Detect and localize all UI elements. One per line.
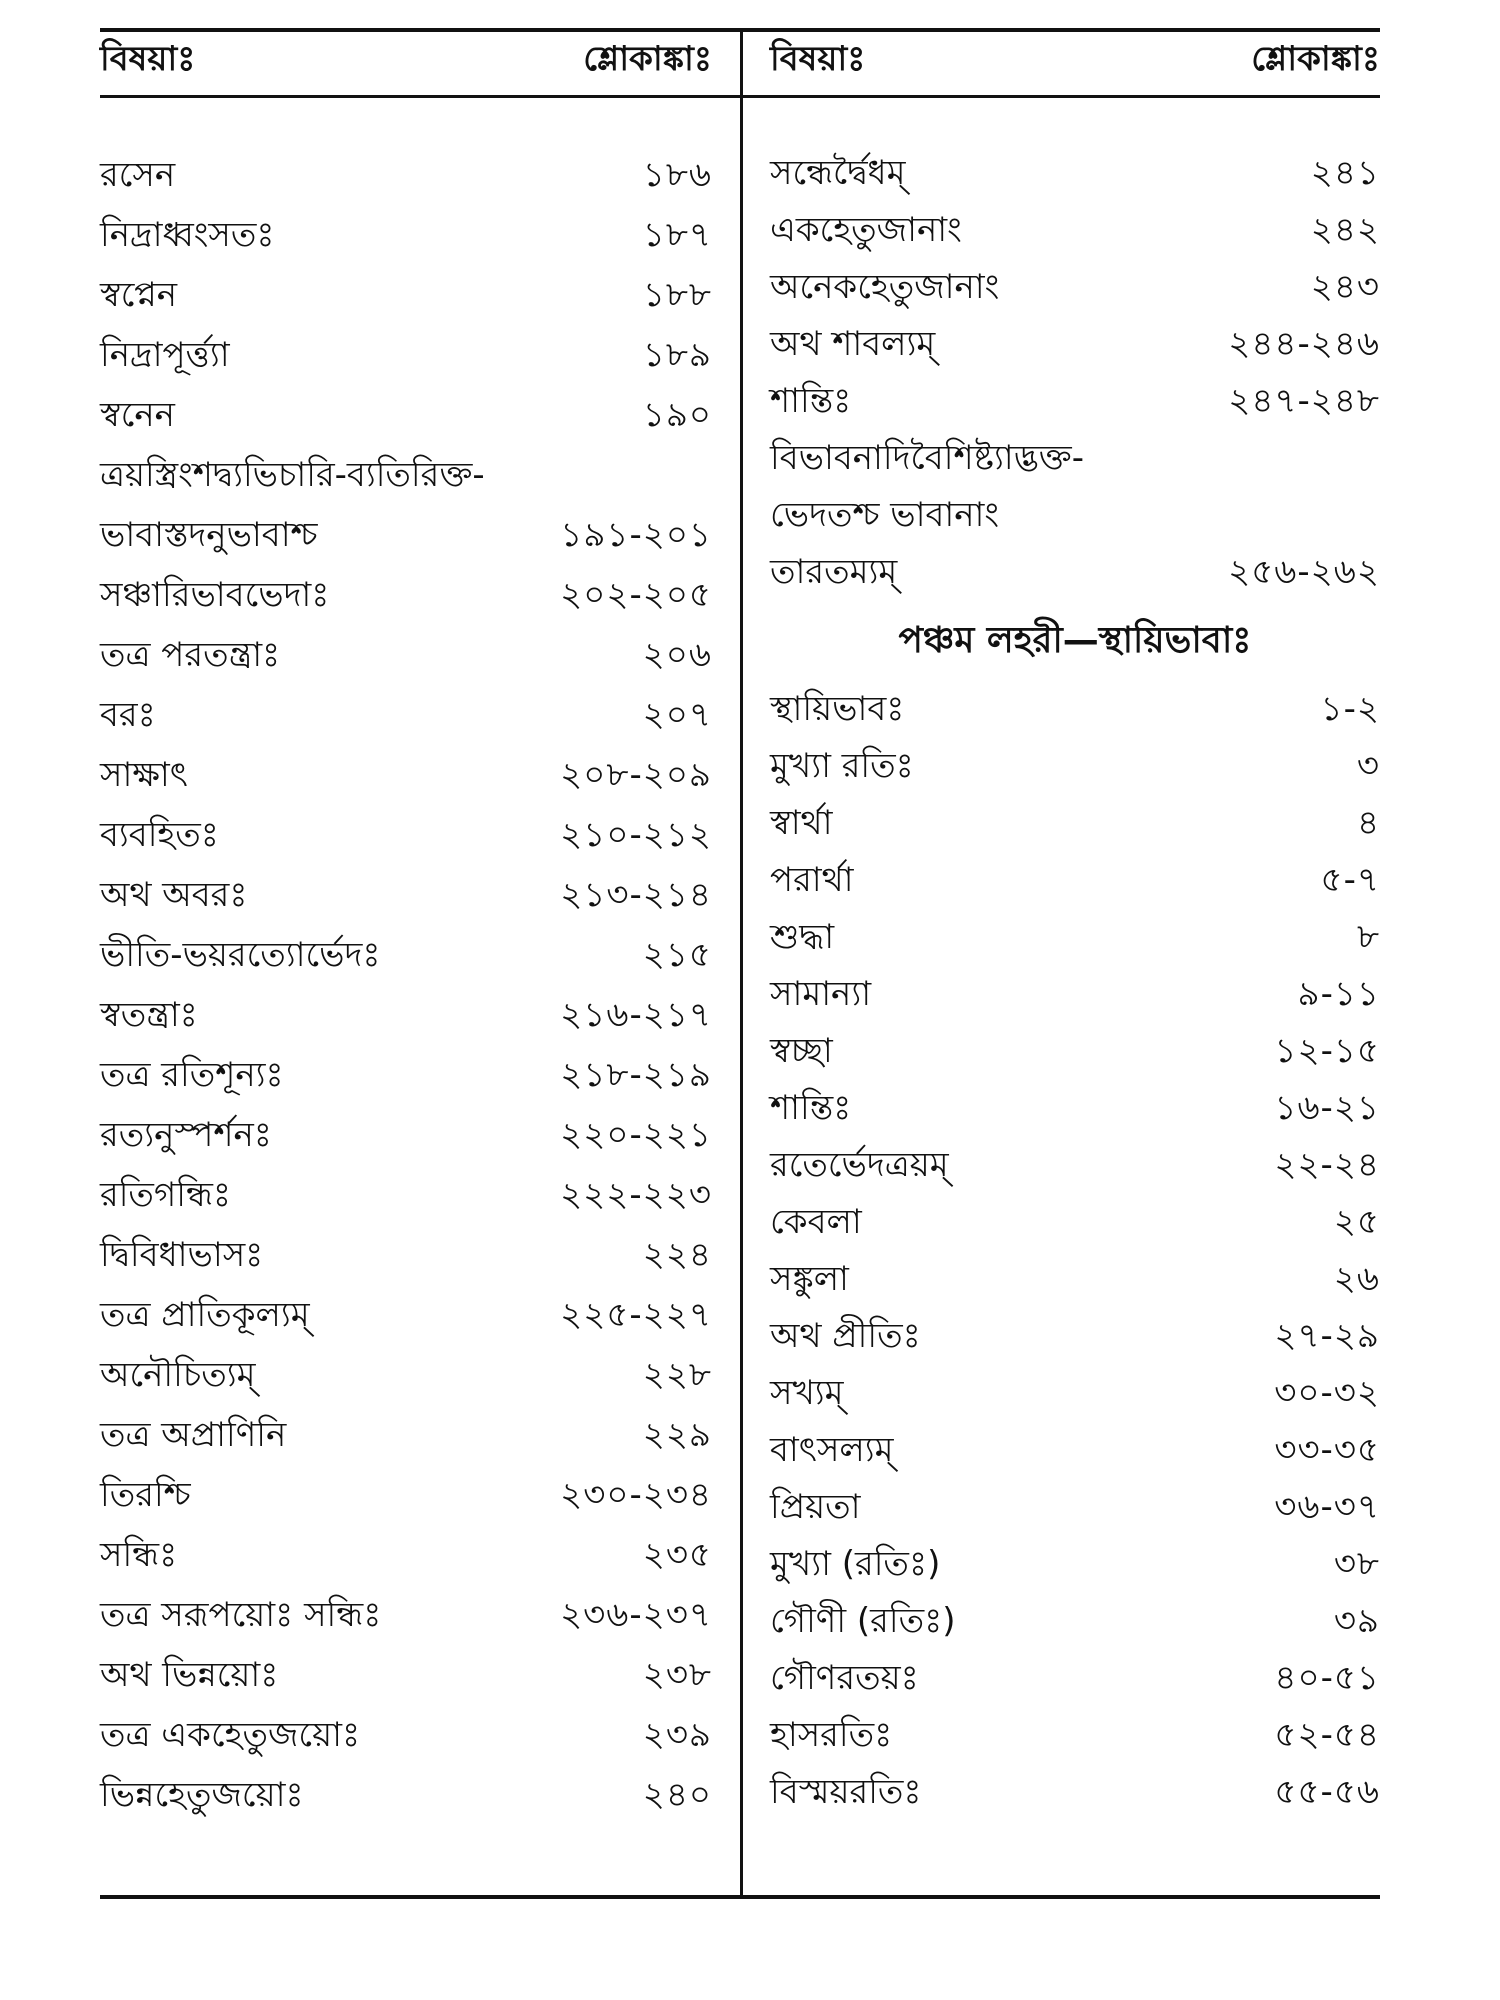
index-entry [770,738,1380,795]
left-entry-list [100,145,712,1825]
index-entry [770,681,1380,738]
entry-verse-number: ২১৮-২১৯ [560,1055,712,1095]
index-entry [770,909,1380,966]
entry-subject: তিরশ্চি [100,1475,191,1515]
entry-verse-number: ২২২-২২৩ [560,1175,712,1215]
entry-subject: তত্র রতিশূন্যঃ [100,1055,284,1095]
column-divider [740,28,743,1898]
entry-subject: রতের্ভেদত্রয়ম্ [770,1145,949,1185]
entry-subject: রতিগন্ধিঃ [100,1175,232,1215]
entry-verse-number: ৪ [1356,803,1380,843]
index-entry [100,1765,712,1825]
entry-subject: সন্ধিঃ [100,1535,178,1575]
entry-subject: মুখ্যা রতিঃ [770,746,914,786]
index-entry [100,325,712,385]
entry-verse-number: ৩৬-৩৭ [1274,1487,1380,1527]
entry-verse-number: ২২৪ [642,1235,712,1275]
entry-verse-number: ১-২ [1320,689,1380,729]
entry-subject: বরঃ [100,695,156,735]
entry-verse-number: ২২০-২২১ [560,1115,712,1155]
index-entry [770,430,1380,487]
entry-subject: শুদ্ধা [770,917,835,957]
entry-verse-number: ২০৭ [642,695,712,735]
entry-verse-number: ১৯০ [642,395,712,435]
index-entry [100,565,712,625]
entry-subject: সাক্ষাৎ [100,755,188,795]
index-entry [100,625,712,685]
entry-subject: ব্যবহিতঃ [100,815,219,855]
entry-verse-number: ২৪০ [642,1775,712,1815]
right-subject-heading: বিষয়াঃ [770,39,866,79]
entry-subject: তত্র একহেতুজয়োঃ [100,1715,361,1755]
entry-verse-number: ২৫৬-২৬২ [1228,552,1380,592]
entry-verse-number: ২০৮-২০৯ [560,755,712,795]
entry-subject: অথ প্রীতিঃ [770,1316,921,1356]
right-verse-heading: শ্লোকাঙ্কাঃ [1251,39,1380,79]
bottom-rule [100,1895,1380,1899]
entry-subject: বিস্ময়রতিঃ [770,1772,922,1812]
index-entry [100,1285,712,1345]
entry-subject: গৌণী (রতিঃ) [770,1601,956,1641]
index-entry [100,1645,712,1705]
entry-verse-number: ২৬ [1333,1259,1380,1299]
entry-verse-number: ২৪৪-২৪৬ [1228,324,1380,364]
index-entry [100,445,712,505]
entry-subject: দ্বিবিধাভাসঃ [100,1235,264,1275]
entry-verse-number: ২২-২৪ [1274,1145,1380,1185]
entry-verse-number: ২৩০-২৩৪ [560,1475,712,1515]
entry-subject: অনৌচিত্যম্ [100,1355,256,1395]
entry-verse-number: ২৪২ [1310,210,1380,250]
entry-verse-number: ২৪৭-২৪৮ [1228,381,1380,421]
entry-verse-number: ১৮৯ [642,335,712,375]
entry-subject: ত্রয়স্ত্রিংশদ্ব্যভিচারি-ব্যতিরিক্ত- [100,455,485,495]
left-verse-heading: শ্লোকাঙ্কাঃ [583,39,712,79]
entry-subject: গৌণরতয়ঃ [770,1658,919,1698]
index-entry [100,385,712,445]
entry-verse-number: ১২-১৫ [1274,1031,1380,1071]
left-subject-heading: বিষয়াঃ [100,39,196,79]
entry-verse-number: ৫-৭ [1320,860,1380,900]
entry-verse-number: ২৪১ [1310,153,1380,193]
entry-subject: হাসরতিঃ [770,1715,893,1755]
entry-verse-number: ২১৫ [642,935,712,975]
entry-verse-number: ৩০-৩২ [1274,1373,1380,1413]
section-entry-list [770,681,1380,1821]
entry-subject: বিভাবনাদিবৈশিষ্ট্যাদ্ভক্ত- [770,438,1084,478]
index-entry [100,1105,712,1165]
index-entry [770,795,1380,852]
index-entry [100,805,712,865]
right-entry-list [770,145,1380,601]
index-entry [770,1479,1380,1536]
section-heading: পঞ্চম লহরী—স্থায়িভাবাঃ [898,620,1252,661]
right-header [770,28,1380,95]
entry-verse-number: ২৩৯ [642,1715,712,1755]
index-entry [100,1345,712,1405]
entry-verse-number: ২৩৬-২৩৭ [560,1595,712,1635]
entry-verse-number: ৩৯ [1333,1601,1380,1641]
entry-subject: সঙ্কুলা [770,1259,849,1299]
index-entry [100,1165,712,1225]
entry-subject: ভিন্নহেতুজয়োঃ [100,1775,304,1815]
right-column [770,28,1380,1821]
entry-verse-number: ৪০-৫১ [1274,1658,1380,1698]
index-entry [100,205,712,265]
entry-subject: ভীতি-ভয়রত্যোর্ভেদঃ [100,935,381,975]
entry-verse-number: ১৯১-২০১ [560,515,712,555]
entry-subject: অথ ভিন্নয়োঃ [100,1655,279,1695]
entry-verse-number: ২২৮ [642,1355,712,1395]
index-entry [100,1045,712,1105]
entry-subject: অনেকহেতুজানাং [770,267,1000,307]
entry-subject: তত্র প্রাতিকূল্যম্ [100,1295,310,1335]
index-entry [100,985,712,1045]
entry-subject: তারতম্যম্ [770,552,898,592]
entry-subject: মুখ্যা (রতিঃ) [770,1544,941,1584]
entry-subject: একহেতুজানাং [770,210,962,250]
entry-subject: তত্র অপ্রাণিনি [100,1415,287,1455]
entry-subject: অথ অবরঃ [100,875,248,915]
entry-subject: সন্ধের্দ্বৈধম্ [770,153,906,193]
entry-subject: স্বপ্নেন [100,275,178,315]
entry-verse-number: ৮ [1356,917,1380,957]
entry-verse-number: ২৩৮ [642,1655,712,1695]
index-entry [770,1707,1380,1764]
index-entry [770,1593,1380,1650]
entry-verse-number: ৯-১১ [1297,974,1380,1014]
entry-subject: কেবলা [770,1202,862,1242]
index-entry [100,1705,712,1765]
index-entry [770,1023,1380,1080]
index-entry [770,1194,1380,1251]
entry-verse-number: ১৮৬ [642,155,712,195]
entry-subject: শান্তিঃ [770,381,852,421]
index-entry [770,1764,1380,1821]
index-entry [770,1080,1380,1137]
index-entry [770,202,1380,259]
index-entry [100,1585,712,1645]
entry-subject: ভাবাস্তদনুভাবাশ্চ [100,515,318,555]
index-entry [100,685,712,745]
entry-subject: নিদ্রাধ্বংসতঃ [100,215,275,255]
index-entry [770,1536,1380,1593]
entry-subject: অথ শাবল্যম্ [770,324,936,364]
entry-verse-number: ১৬-২১ [1274,1088,1380,1128]
entry-verse-number: ৩৮ [1333,1544,1380,1584]
index-entry [100,1525,712,1585]
index-entry [770,1137,1380,1194]
entry-verse-number: ২১০-২১২ [560,815,712,855]
entry-subject: স্বতন্ত্রাঃ [100,995,198,1035]
entry-verse-number: ১৮৭ [642,215,712,255]
index-entry [770,259,1380,316]
entry-verse-number: ৩ [1356,746,1380,786]
index-entry [770,487,1380,544]
index-entry [100,865,712,925]
entry-verse-number: ২৪৩ [1310,267,1380,307]
index-entry [770,145,1380,202]
entry-subject: প্রিয়তা [770,1487,861,1527]
index-entry [770,1308,1380,1365]
entry-subject: তত্র সরূপয়োঃ সন্ধিঃ [100,1595,382,1635]
index-entry [770,373,1380,430]
entry-verse-number: ২০২-২০৫ [560,575,712,615]
entry-subject: বাৎসল্যম্ [770,1430,894,1470]
entry-verse-number: ২৭-২৯ [1274,1316,1380,1356]
entry-subject: রত্যনুস্পর্শনঃ [100,1115,272,1155]
entry-subject: স্বচ্ছা [770,1031,833,1071]
entry-subject: পরার্থা [770,860,854,900]
index-entry [100,1405,712,1465]
index-entry [100,1465,712,1525]
entry-subject: সখ্যম্ [770,1373,844,1413]
index-entry [100,265,712,325]
index-entry [770,852,1380,909]
index-entry [100,145,712,205]
entry-subject: স্থায়িভাবঃ [770,689,905,729]
entry-verse-number: ৫২-৫৪ [1274,1715,1380,1755]
index-entry [770,966,1380,1023]
entry-verse-number: ২১৩-২১৪ [560,875,712,915]
index-entry [770,544,1380,601]
entry-subject: সামান্যা [770,974,872,1014]
entry-subject: সঞ্চারিভাবভেদাঃ [100,575,330,615]
entry-verse-number: ৩৩-৩৫ [1274,1430,1380,1470]
entry-verse-number: ২৫ [1333,1202,1380,1242]
entry-subject: রসেন [100,155,176,195]
index-entry [100,505,712,565]
entry-subject: তত্র পরতন্ত্রাঃ [100,635,281,675]
entry-verse-number: ২৩৫ [642,1535,712,1575]
index-entry [100,1225,712,1285]
entry-verse-number: ১৮৮ [642,275,712,315]
left-header [100,28,712,95]
index-entry [100,925,712,985]
entry-subject: স্বনেন [100,395,175,435]
entry-subject: স্বার্থা [770,803,833,843]
entry-subject: ভেদতশ্চ ভাবানাং [770,495,1000,535]
index-entry [770,1251,1380,1308]
entry-verse-number: ২১৬-২১৭ [560,995,712,1035]
index-entry [770,316,1380,373]
index-entry [770,1422,1380,1479]
entry-subject: শান্তিঃ [770,1088,852,1128]
index-entry [100,745,712,805]
entry-verse-number: ২২৫-২২৭ [560,1295,712,1335]
index-entry [770,1650,1380,1707]
entry-subject: নিদ্রাপূর্ত্ত্যা [100,335,230,375]
entry-verse-number: ২২৯ [642,1415,712,1455]
left-column [100,28,712,1825]
entry-verse-number: ২০৬ [642,635,712,675]
index-entry [770,1365,1380,1422]
entry-verse-number: ৫৫-৫৬ [1274,1772,1380,1812]
